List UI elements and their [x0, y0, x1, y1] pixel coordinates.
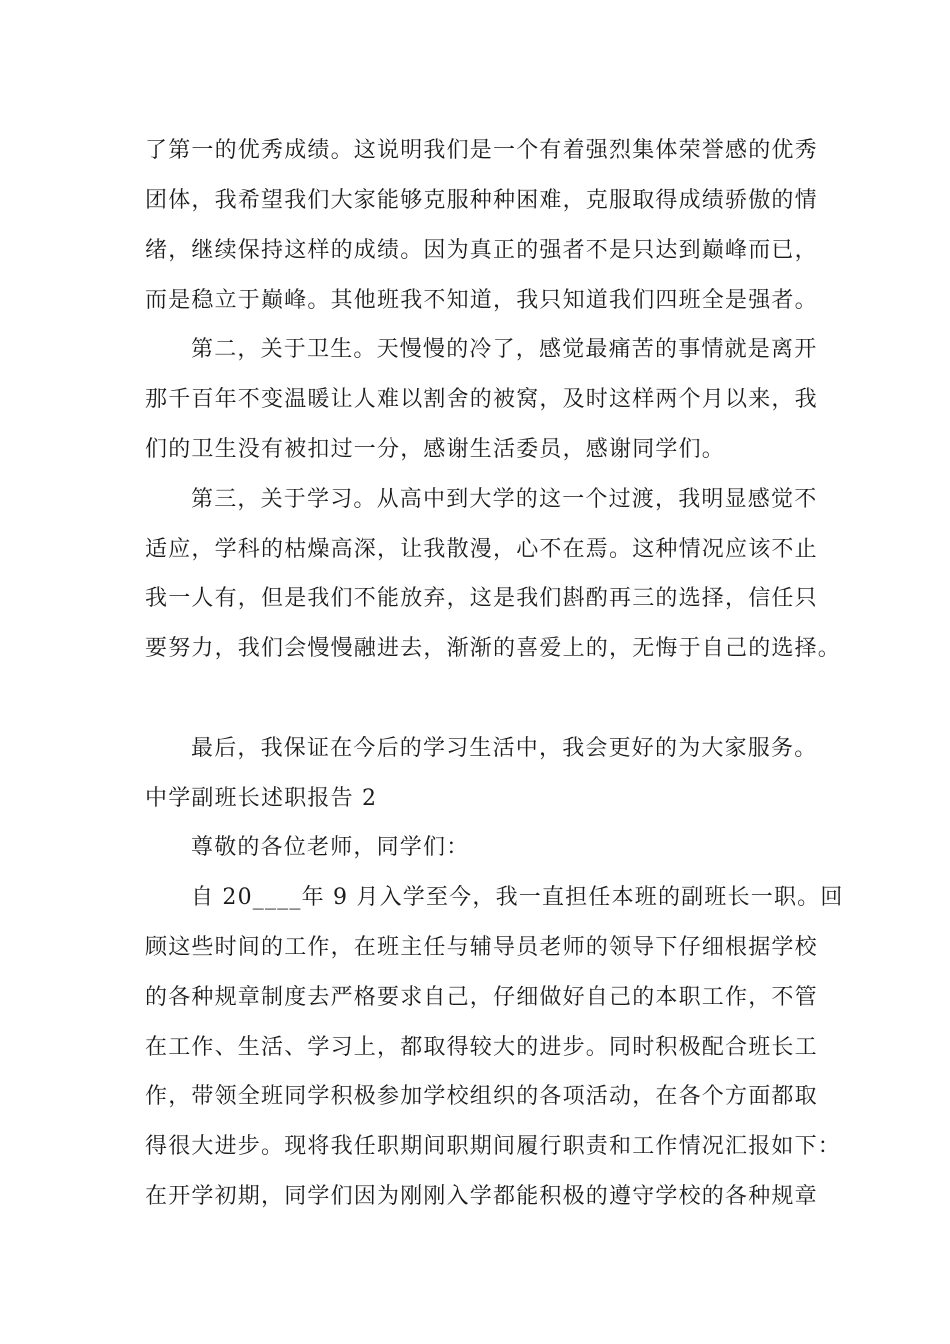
- text-line: 顾这些时间的工作，在班主任与辅导员老师的领导下仔细根据学校: [145, 935, 818, 960]
- text-line: 要努力，我们会慢慢融进去，渐渐的喜爱上的，无悔于自己的选择。: [145, 636, 842, 661]
- text-line: 那千百年不变温暖让人难以割舍的被窝，及时这样两个月以来，我: [145, 387, 818, 412]
- text-line: 而是稳立于巅峰。其他班我不知道，我只知道我们四班全是强者。: [145, 288, 818, 313]
- paragraph-start-report: 自 20____年 9 月入学至今，我一直担任本班的副班长一职。回: [191, 885, 844, 910]
- paragraph-closing: 最后，我保证在今后的学习生活中，我会更好的为大家服务。: [191, 736, 818, 761]
- text-line: 绪，继续保持这样的成绩。因为真正的强者不是只达到巅峰而已，: [145, 238, 818, 263]
- text-line: 团体，我希望我们大家能够克服种种困难，克服取得成绩骄傲的情: [145, 188, 818, 213]
- text-line: 得很大进步。现将我任职期间职期间履行职责和工作情况汇报如下：: [145, 1134, 842, 1159]
- text-line: 们的卫生没有被扣过一分，感谢生活委员，感谢同学们。: [145, 437, 726, 462]
- paragraph-start-hygiene: 第二，关于卫生。天慢慢的冷了，感觉最痛苦的事情就是离开: [191, 337, 818, 362]
- text-line: 作，带领全班同学积极参加学校组织的各项活动，在各个方面都取: [145, 1084, 818, 1109]
- salutation: 尊敬的各位老师，同学们：: [191, 835, 470, 860]
- text-line: 我一人有，但是我们不能放弃，这是我们斟酌再三的选择，信任只: [145, 586, 818, 611]
- paragraph-start-study: 第三，关于学习。从高中到大学的这一个过渡，我明显感觉不: [191, 487, 818, 512]
- text-line: 了第一的优秀成绩。这说明我们是一个有着强烈集体荣誉感的优秀: [145, 138, 818, 163]
- text-line: 在开学初期，同学们因为刚刚入学都能积极的遵守学校的各种规章: [145, 1184, 818, 1209]
- section-heading: 中学副班长述职报告 2: [145, 786, 378, 811]
- text-line: 适应，学科的枯燥高深，让我散漫，心不在焉。这种情况应该不止: [145, 537, 818, 562]
- text-line: 在工作、生活、学习上，都取得较大的进步。同时积极配合班长工: [145, 1035, 818, 1060]
- text-line: 的各种规章制度去严格要求自己，仔细做好自己的本职工作，不管: [145, 985, 818, 1010]
